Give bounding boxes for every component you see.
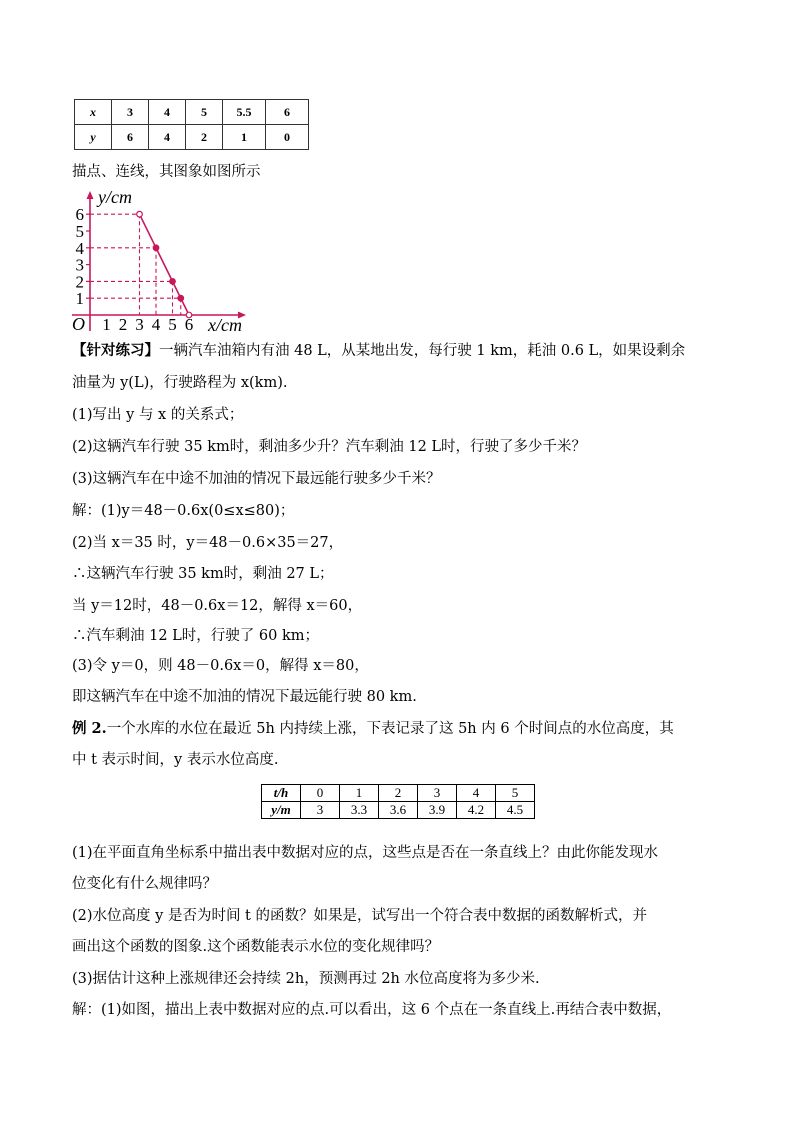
example2-question-1a: (1)在平面直角坐标系中描出表中数据对应的点，这些点是否在一条直线上？由此你能发现水: [72, 845, 659, 861]
y-tick-label: 5: [75, 222, 84, 241]
y-tick-label: 4: [75, 238, 84, 258]
solution-line-3: ∴这辆汽车行驶 35 km时，剩油 27 L；: [72, 566, 334, 582]
solution-line-2: (2)当 x＝35 时，y＝48－0.6×35＝27，: [72, 535, 344, 551]
practice-question-1: (1)写出 y 与 x 的关系式；: [72, 407, 244, 423]
x-axis-label: x/cm: [208, 315, 242, 335]
solution-line-5: ∴汽车剩油 12 L时，行驶了 60 km；: [72, 628, 320, 644]
table-cell: 2: [186, 125, 223, 150]
table-cell: 6: [112, 125, 149, 150]
practice-label: 【针对练习】: [72, 342, 159, 359]
x-tick-label: 5: [168, 315, 177, 334]
y-axis-label: y/cm: [98, 187, 132, 207]
x-tick-label: 2: [118, 315, 128, 334]
practice-line-2: 油量为 y(L)，行驶路程为 x(km).: [72, 375, 288, 391]
table-cell: 4.5: [496, 802, 535, 819]
x-tick-label: 1: [102, 315, 111, 334]
table-cell: 3.9: [418, 802, 457, 819]
table-row: [75, 125, 309, 150]
practice-line-1: [72, 341, 685, 361]
solution-line-4: 当 y＝12时，48－0.6x＝12，解得 x＝60，: [72, 598, 363, 614]
table-cell: 3: [418, 785, 457, 802]
table-cell: x: [75, 100, 112, 125]
practice-text: 一辆汽车油箱内有油 48 L，从某地出发，每行驶 1 km，耗油 0.6 L，如果设剩余: [159, 343, 686, 359]
table-row: [262, 802, 535, 819]
y-tick-label: 3: [75, 255, 84, 275]
y-tick-label: 6: [75, 205, 84, 225]
y-tick-label: 1: [75, 289, 84, 309]
x-tick-label: 4: [151, 315, 161, 334]
solution-line-6: (3)令 y＝0，则 48－0.6x＝0，解得 x＝80，: [72, 658, 369, 674]
solution-line-1: 解：(1)y＝48－0.6x(0≤x≤80)；: [72, 503, 295, 519]
table-row: [75, 100, 309, 125]
table-cell: 4.2: [457, 802, 496, 819]
line-graph: [68, 185, 268, 335]
example2-question-1b: 位变化有什么规律吗？: [72, 876, 217, 892]
example2-question-2a: (2)水位高度 y 是否为时间 t 的函数？如果是，试写出一个符合表中数据的函数解析式，并: [72, 908, 647, 924]
practice-question-2: (2)这辆汽车行驶 35 km时，剩油多少升？汽车剩油 12 L时，行驶了多少千米？: [72, 439, 587, 455]
table-row: [262, 785, 535, 802]
table-cell: 3: [112, 100, 149, 125]
table-cell: 3.6: [379, 802, 418, 819]
y-tick-label: 2: [75, 272, 84, 292]
example2-solution-1: 解：(1)如图，描出上表中数据对应的点.可以看出，这 6 个点在一条直线上.再结合表中数据，: [72, 1002, 672, 1018]
example2-question-2b: 画出这个函数的图象.这个函数能表示水位的变化规律吗？: [72, 939, 440, 955]
table-cell: 1: [340, 785, 379, 802]
example2-line-2: 中 t 表示时间，y 表示水位高度.: [72, 752, 279, 768]
example2-line-1: [72, 719, 674, 739]
origin-label: O: [72, 314, 85, 334]
table-cell: y: [75, 125, 112, 150]
practice-question-3: (3)这辆汽车在中途不加油的情况下最远能行驶多少千米？: [72, 471, 441, 487]
table-cell: 5: [496, 785, 535, 802]
table-cell: 5.5: [223, 100, 266, 125]
table-cell: t/h: [262, 785, 301, 802]
table-cell: 3: [301, 802, 340, 819]
graph-caption: 描点、连线，其图象如图所示: [72, 164, 261, 180]
data-point: [170, 279, 176, 285]
data-point: [153, 245, 159, 251]
table-cell: 3.3: [340, 802, 379, 819]
table-cell: 5: [186, 100, 223, 125]
water-level-table: [261, 784, 535, 819]
x-tick-label: 3: [135, 315, 144, 334]
data-point: [137, 211, 143, 217]
y-axis-arrow: [87, 191, 94, 199]
example2-text: 一个水库的水位在最近 5h 内持续上涨，下表记录了这 5h 内 6 个时间点的水位高度，其: [106, 721, 674, 737]
table-cell: 0: [301, 785, 340, 802]
table-cell: 6: [266, 100, 309, 125]
table-cell: 4: [457, 785, 496, 802]
table-cell: 1: [223, 125, 266, 150]
solution-line-7: 即这辆汽车在中途不加油的情况下最远能行驶 80 km.: [72, 689, 417, 705]
example2-question-3: (3)据估计这种上涨规律还会持续 2h，预测再过 2h 水位高度将为多少米.: [72, 971, 540, 987]
data-point: [178, 295, 184, 301]
table-cell: 4: [149, 100, 186, 125]
table-cell: 0: [266, 125, 309, 150]
table-cell: 4: [149, 125, 186, 150]
table-cell: y/m: [262, 802, 301, 819]
example2-label: 例 2.: [72, 720, 107, 737]
x-tick-label: 6: [184, 315, 194, 334]
xy-value-table: [74, 99, 309, 150]
table-cell: 2: [379, 785, 418, 802]
